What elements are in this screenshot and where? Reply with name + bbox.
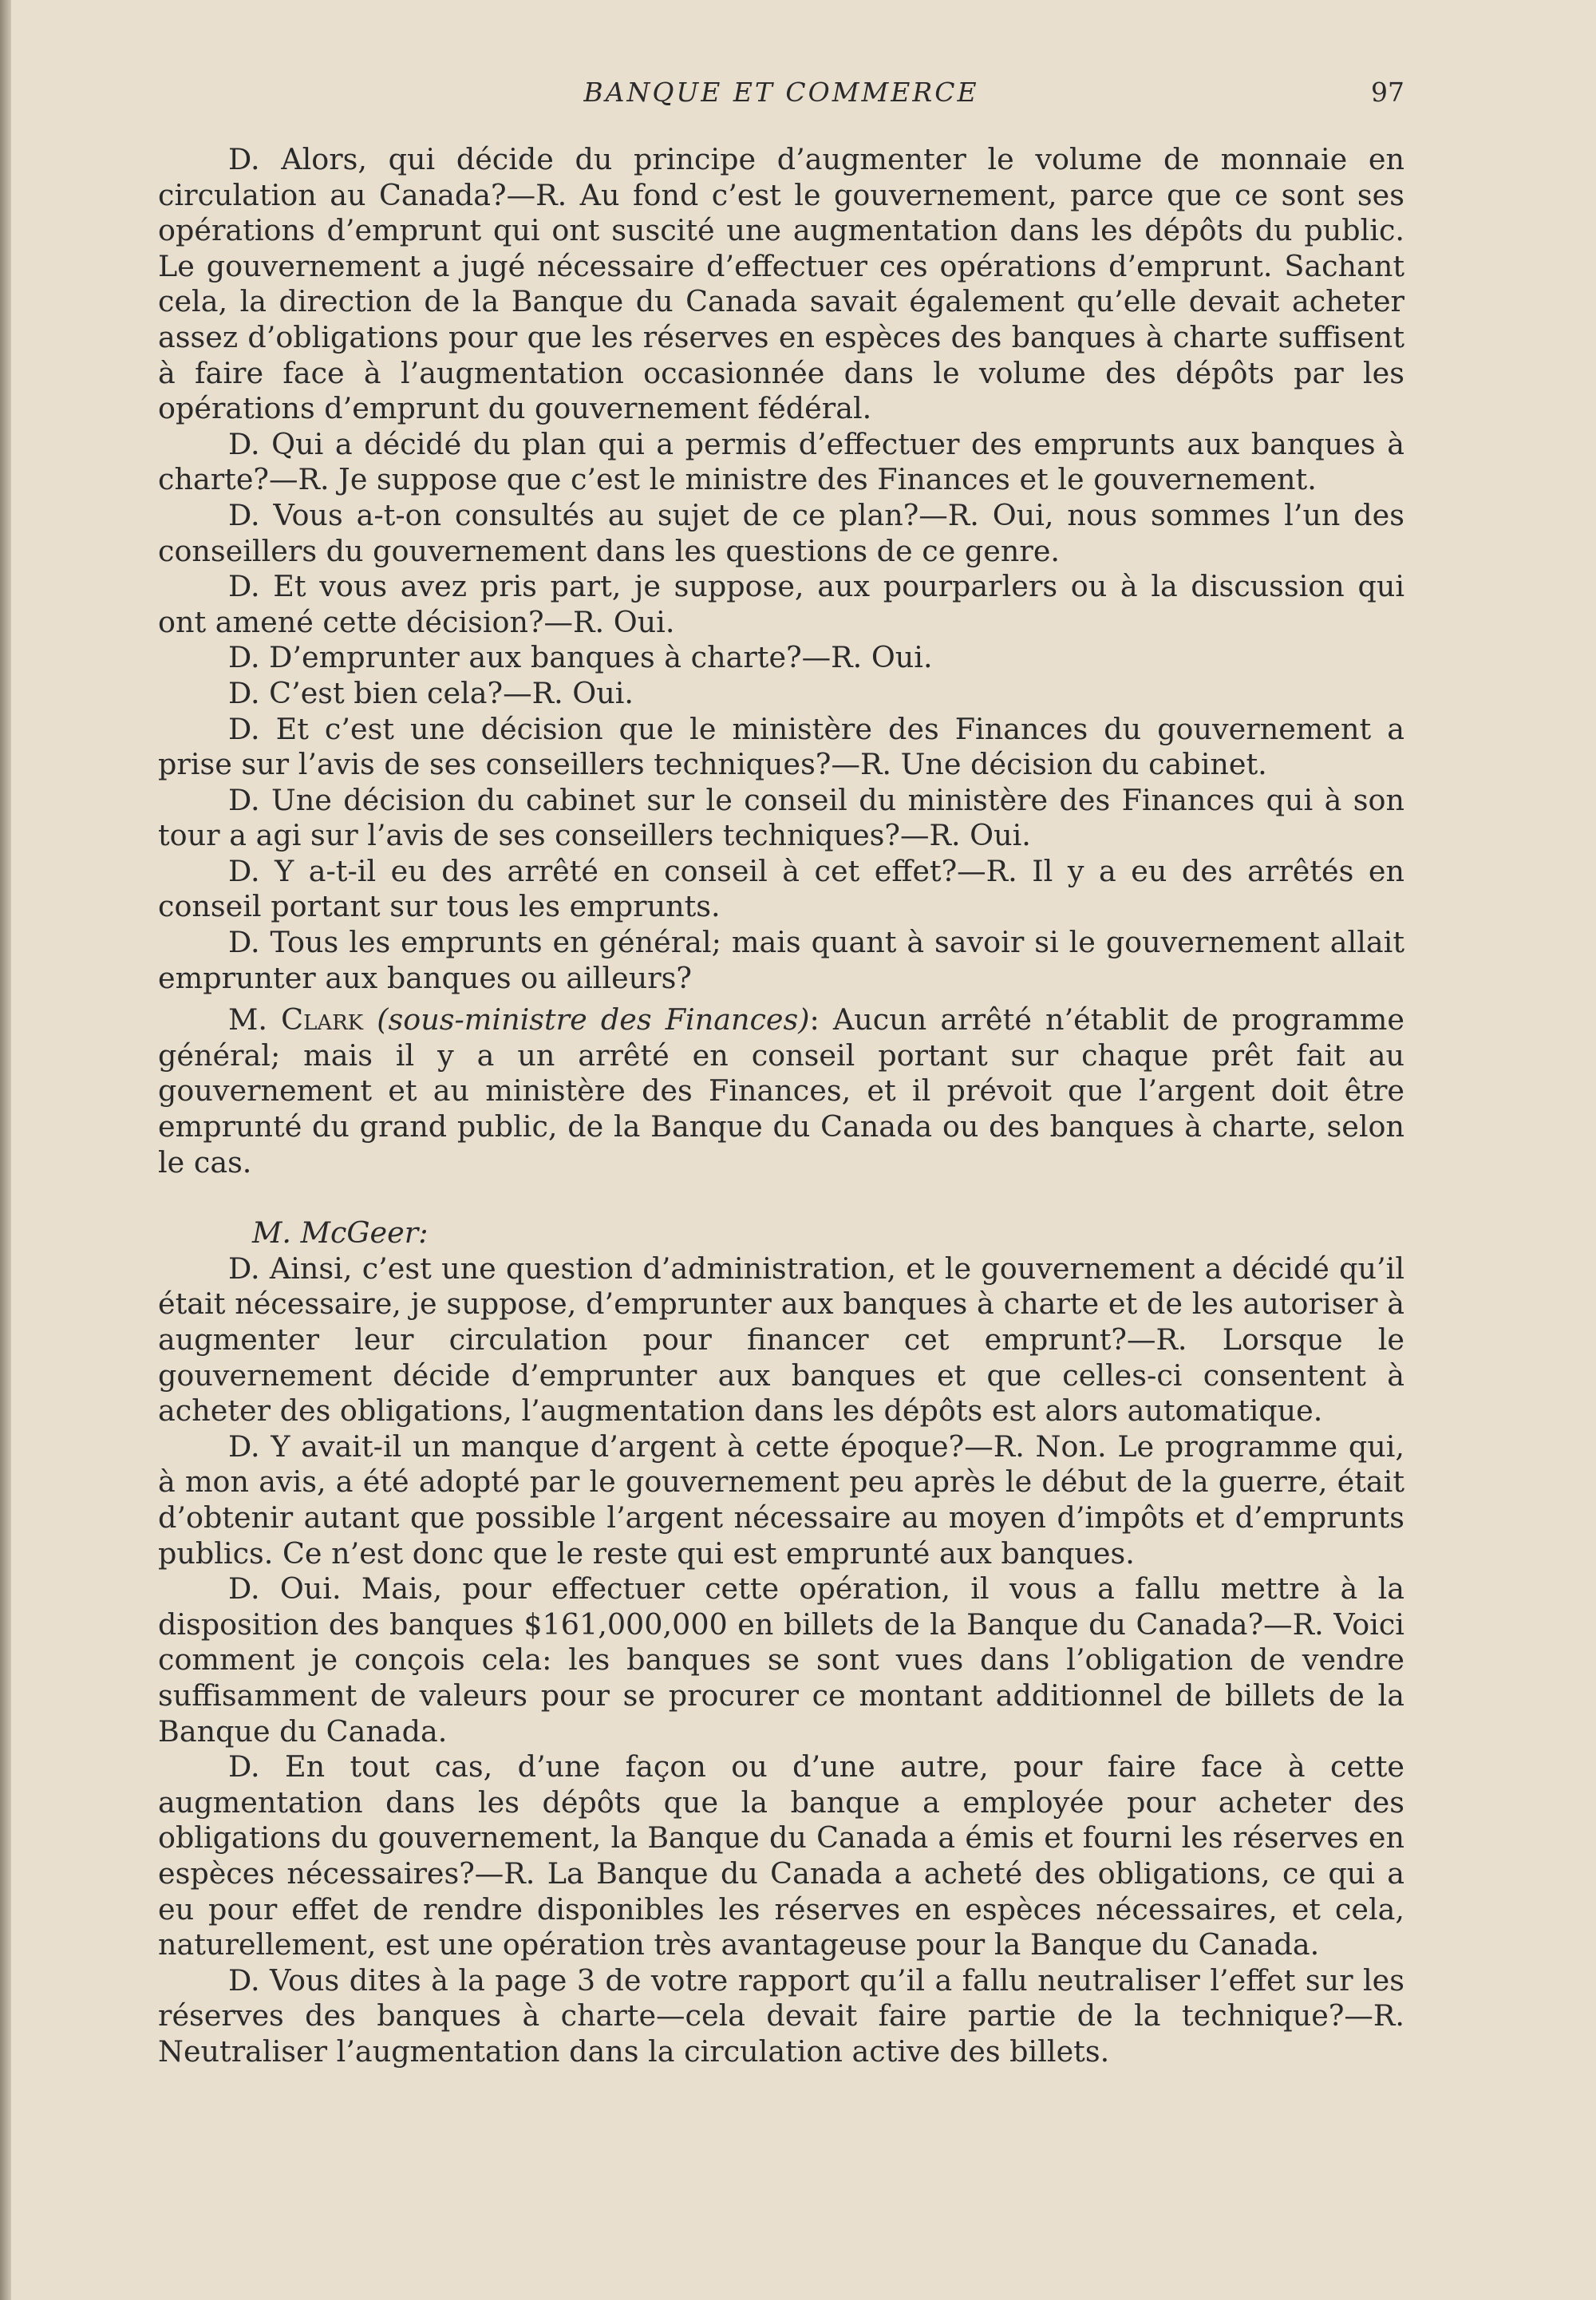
body-text <box>158 142 1404 2069</box>
paragraph: D. C’est bien cela?—R. Oui. <box>228 675 634 710</box>
page-header <box>158 77 1404 112</box>
paragraph: D. Tous les emprunts en général; mais quant à savoir si le gouvernement allait emprunter aux banques ou ailleurs? <box>158 925 1404 995</box>
clark-text: : Aucun arrêté n’établit de programme général; mais il y a un arrêté en conseil portant sur chaque prêt fait au gouvernement et au ministère des Finances, et il prévoit que l’argent doit être emprunté du grand public, de la Banque du Canada ou des banques à charte, selon le cas. <box>158 1002 1405 1180</box>
paragraph: D. Alors, qui décide du principe d’augmenter le volume de monnaie en circulation au Canada?—R. Au fond c’est le gouvernement, parce que ce sont ses opérations d’emprunt qui ont suscité une augmentation dans les dépôts du public. Le gouvernement a jugé nécessaire d’effectuer ces opérations d’emprunt. Sachant cela, la direction de la Banque du Canada savait également qu’elle devait acheter assez d’obligations pour que les réserves en espèces des banques à charte suffisent à faire face à l’augmentation occasionnée dans le volume des dépôts par les opérations d’emprunt du gouvernement fédéral. <box>158 142 1404 426</box>
paragraph: D. Y avait-il un manque d’argent à cette époque?—R. Non. Le programme qui, à mon avis, a été adopté par le gouvernement peu après le début de la guerre, était d’obtenir autant que possible l’argent nécessaire au moyen d’impôts et d’emprunts publics. Ce n’est donc que le reste qui est emprunté aux banques. <box>158 1429 1404 1571</box>
paragraph: D. Y a-t-il eu des arrêté en conseil à cet effet?—R. Il y a eu des arrêtés en conseil portant sur tous les emprunts. <box>158 853 1404 924</box>
paragraph: D. Et c’est une décision que le ministère des Finances du gouvernement a prise sur l’avis de ses conseillers techniques?—R. Une décision du cabinet. <box>158 711 1404 782</box>
paragraph: D. Ainsi, c’est une question d’administration, et le gouvernement a décidé qu’il était nécessaire, je suppose, d’emprunter aux banques à charte et de les autoriser à augmenter leur circulation pour financer cet emprunt?—R. Lorsque le gouvernement décide d’emprunter aux banques et que celles-ci consentent à acheter des obligations, l’augmentation dans les dépôts est alors automatique. <box>158 1251 1404 1429</box>
page-number: 97 <box>1371 77 1404 108</box>
paragraph: D. Vous a-t-on consultés au sujet de ce plan?—R. Oui, nous sommes l’un des conseillers du gouvernement dans les questions de ce genre. <box>158 497 1404 568</box>
paragraph: D. Et vous avez pris part, je suppose, aux pourparlers ou à la discussion qui ont amené cette décision?—R. Oui. <box>158 569 1404 639</box>
speaker-prefix: M. <box>228 1002 267 1037</box>
paragraph: D. D’emprunter aux banques à charte?—R. Oui. <box>228 640 933 675</box>
paragraph: D. Une décision du cabinet sur le conseil du ministère des Finances qui à son tour a agi sur l’avis de ses conseillers techniques?—R. Oui. <box>158 782 1404 853</box>
speaker-name: Clark <box>281 1002 364 1037</box>
clark-statement <box>158 1002 1404 1180</box>
paragraph: D. En tout cas, d’une façon ou d’une autre, pour faire face à cette augmentation dans les dépôts que la banque a employée pour acheter des obligations du gouvernement, la Banque du Canada a émis et fourni les réserves en espèces nécessaires?—R. La Banque du Canada a acheté des obligations, ce qui a eu pour effet de rendre disponibles les réserves en espèces nécessaires, et cela, naturellement, est une opération très avantageuse pour la Banque du Canada. <box>158 1749 1404 1962</box>
paragraph: D. Qui a décidé du plan qui a permis d’effectuer des emprunts aux banques à charte?—R. Je suppose que c’est le ministre des Finances et le gouvernement. <box>158 426 1404 497</box>
paragraph: D. Oui. Mais, pour effectuer cette opération, il vous a fallu mettre à la disposition des banques $161,000,000 en billets de la Banque du Canada?—R. Voici comment je conçois cela: les banques se sont vues dans l’obligation de vendre suffisamment de valeurs pour se procurer ce montant additionnel de billets de la Banque du Canada. <box>158 1571 1404 1749</box>
speaker-role: (sous-ministre des Finances) <box>377 1002 810 1037</box>
paragraph: D. Vous dites à la page 3 de votre rapport qu’il a fallu neutraliser l’effet sur les réserves des banques à charte—cela devait faire partie de la technique?—R. Neutraliser l’augmentation dans la circulation active des billets. <box>158 1962 1404 2069</box>
running-title: BANQUE ET COMMERCE <box>583 77 979 108</box>
speaker-heading: M. McGeer: <box>252 1215 429 1251</box>
book-spine-shadow <box>0 0 11 2300</box>
